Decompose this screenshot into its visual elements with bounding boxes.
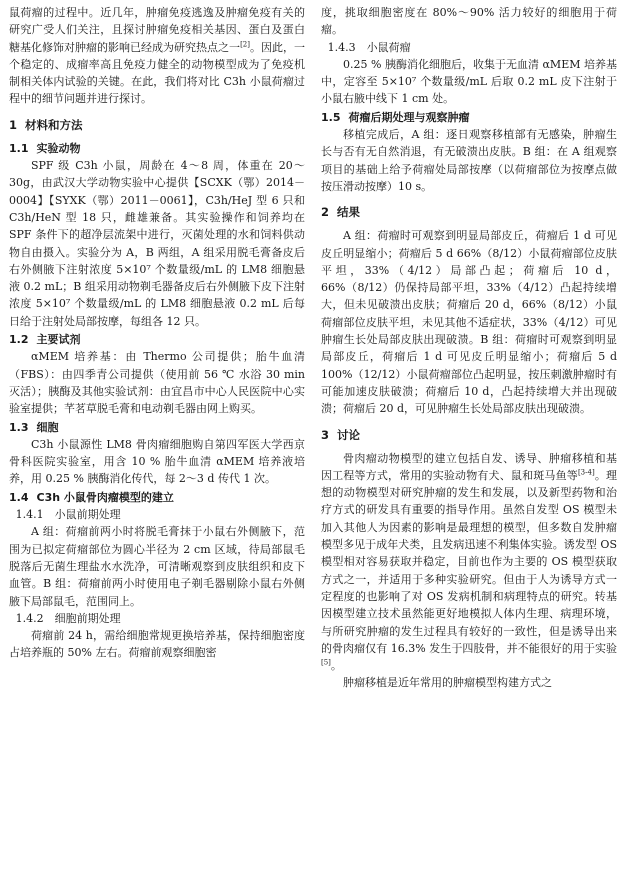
section-title: 主要试剂	[36, 333, 81, 347]
section-number: 1.1	[9, 141, 29, 155]
paragraph-observation: 移植完成后，A 组：逐日观察移植部有无感染，肿瘤生长与否有无自然消退，有无破溃出皮肤。B 组：在 A 组观察项目的基础上给予荷瘤处局部按摩（以荷瘤部位为按摩点做按压滑动按摩）10 s。	[321, 128, 617, 193]
section-title: 细胞	[36, 420, 59, 434]
section-1-heading	[9, 117, 305, 134]
paragraph-cell-pretreatment: 荷瘤前 24 h，需给细胞常规更换培养基，保持细胞密度占培养瓶的 50% 左右。荷瘤前观察细胞密	[9, 629, 305, 660]
section-number: 1.3	[9, 420, 29, 434]
section-number: 2	[321, 205, 330, 220]
section-number: 1.5	[321, 110, 341, 124]
subsection-1-4-3-heading: 1.4.3 小鼠荷瘤	[327, 40, 411, 54]
subsection-1-4-2-heading: 1.4.2 细胞前期处理	[15, 611, 121, 625]
paragraph-mouse-pretreatment: A 组：荷瘤前两小时将脱毛膏抹于小鼠右外侧腋下，范围为已拟定荷瘤部位为圆心半径为 2 cm 区域，待局部鼠毛脱落后无菌生理盐水水洗净，可清晰观察到皮肤组织和皮下血管。B 组：荷瘤前两小时使用电子剃毛器剔除小鼠右外侧腋下局部鼠毛，范围同上。	[9, 525, 305, 608]
paragraph-results: A 组：荷瘤时可观察到明显局部皮丘，荷瘤后 1 d 可见皮丘明显缩小；荷瘤后 5 d 66%（8/12）小鼠荷瘤部位皮肤平坦，33%（4/12）局部凸起；荷瘤后 10 d，66%（8/12）仍保持局部平坦，33%（4/12）凸起持续增大，但未见破溃出皮肤；荷瘤后 20 d，66%（8/12）小鼠荷瘤部位皮肤平坦，未见其他不适症状，33%（4/12）可见肿瘤生长处局部皮肤出现破溃。B 组：荷瘤时可观察到明显局部皮丘，荷瘤后 1 d 可见皮丘明显缩小；荷瘤后 5 d 100%（12/12）小鼠荷瘤部位凸起明显，按压刺激肿瘤时有可能加速皮肤破溃；荷瘤后 10 d，凸起持续增大并出现破溃；荷瘤后 20 d，可见肿瘤生长处局部皮肤出现破溃。	[321, 229, 617, 416]
section-title: 材料和方法	[25, 117, 83, 132]
paragraph-discussion: 骨肉瘤动物模型的建立包括自发、诱导、肿瘤移植和基因工程等方式，常用的实验动物有犬、鼠和斑马鱼等[3-4]。理想的动物模型对研究肿瘤的发生和发展，以及新型药物和治疗方式的研发具有重要的指导作用。虽然自发型 OS 模型未加入其他人为因素的影响是最理想的模型，但多数自发肿瘤模型多见于成年犬类，且发病迅速不利集体实验。诱发型 OS 模型相对容易获取并稳定，目前也作为主要的 OS 模型获取方式之一，并适用于多种实验研究。但由于人为诱导方式一定程度的也影响了对 OS 发病机制和病理特点的研究。转基因模型建立技术虽然能更好地模拟人体内生理、病理环境，与所研究肿瘤的发生过程具有较好的一致性，但是诱导出来的骨肉瘤仅有 16.3% 发生于四肢骨，并不能很好的用于实验[5]。	[321, 451, 618, 673]
section-number: 3	[321, 427, 330, 442]
paragraph-reagents: αMEM 培养基：由 Thermo 公司提供；胎牛血清（FBS）：由四季青公司提供（使用前 56 ℃ 水浴 30 min 灭活）；胰酶及其他实验试剂：由宜昌市中心人民医院中心实验室提供；芊茗草脱毛膏和电动剃毛器由网上购买。	[9, 350, 305, 416]
section-number: 1	[9, 117, 18, 132]
paragraph-animals: SPF 级 C3h 小鼠，周龄在 4～8 周，体重在 20～30g，由武汉大学动物实验中心提供【SCXK（鄂）2014－0004】【SYXK（鄂）2011－0061】，C3h/HeJ 型 6 只和 C3h/HeN 型 18 只，雌雄兼备。其实验操作和饲养均在 SPF 条件下的超净层流架中进行，灭菌处理的水和饲料供动物自由摄入。实验分为 A，B 两组，A 组采用脱毛膏备皮后右外侧腋下注射浓度 5×10⁷ 个数量级/mL 的 LM8 细胞悬液 0.2 mL；B 组采用动物剃毛器备皮后右外侧腋下皮下注射浓度 5×10⁷ 个数量级/mL 的 LM8 细胞悬液 0.2 mL 后每日给于注射处局部按摩，每组各 12 只。	[9, 159, 305, 328]
section-3-heading	[321, 427, 617, 444]
section-title: 结果	[337, 205, 361, 220]
section-1-4-heading	[9, 489, 305, 506]
section-number: 1.2	[9, 333, 29, 347]
left-column	[9, 4, 305, 876]
paragraph-cell-pretreatment-continued: 度，挑取细胞密度在 80%～90% 活力较好的细胞用于荷瘤。	[321, 6, 617, 37]
paragraph-tumor-inoculation: 0.25 % 胰酶消化细胞后，收集于无血清 αMEM 培养基中，定容至 5×10⁷ 个数量级/mL 后取 0.2 mL 皮下注射于小鼠右腋中线下 1 cm 处。	[321, 57, 617, 106]
paragraph-cells: C3h 小鼠源性 LM8 骨肉瘤细胞购自第四军医大学西京骨科医院实验室，用含 10 % 胎牛血清 αMEM 培养液培养，用 0.25 % 胰酶消化传代，每 2～3 d 传代 1 次。	[9, 437, 305, 486]
section-1-1-heading	[9, 140, 305, 157]
section-number: 1.4	[9, 490, 29, 504]
section-title: 讨论	[337, 427, 361, 442]
right-column	[321, 4, 617, 876]
subsection-1-4-1-heading: 1.4.1 小鼠前期处理	[15, 508, 121, 522]
section-2-heading	[321, 204, 617, 221]
section-title: 实验动物	[36, 141, 81, 155]
section-title: C3h 小鼠骨肉瘤模型的建立	[36, 490, 174, 504]
section-1-2-heading	[9, 331, 305, 348]
section-1-5-heading	[321, 109, 617, 126]
intro-paragraph: 鼠荷瘤的过程中。近几年，肿瘤免疫逃逸及肿瘤免疫有关的研究广受人们关注，且探讨肿瘤免疫相关基因、蛋白及蛋白糖基化修饰对肿瘤的影响已经成为研究热点之一[2]。因此，一个稳定的、成瘤率高且免疫力健全的动物模型成为了免疫机制相关体内试验的关键。在此，我们将对比 C3h 小鼠荷瘤过程中的细节问题并进行探讨。	[9, 6, 305, 106]
paragraph-discussion-2: 肿瘤移植是近年常用的肿瘤模型构建方式之	[343, 676, 552, 690]
section-title: 荷瘤后期处理与观察肿瘤	[348, 110, 470, 124]
section-1-3-heading	[9, 419, 305, 436]
